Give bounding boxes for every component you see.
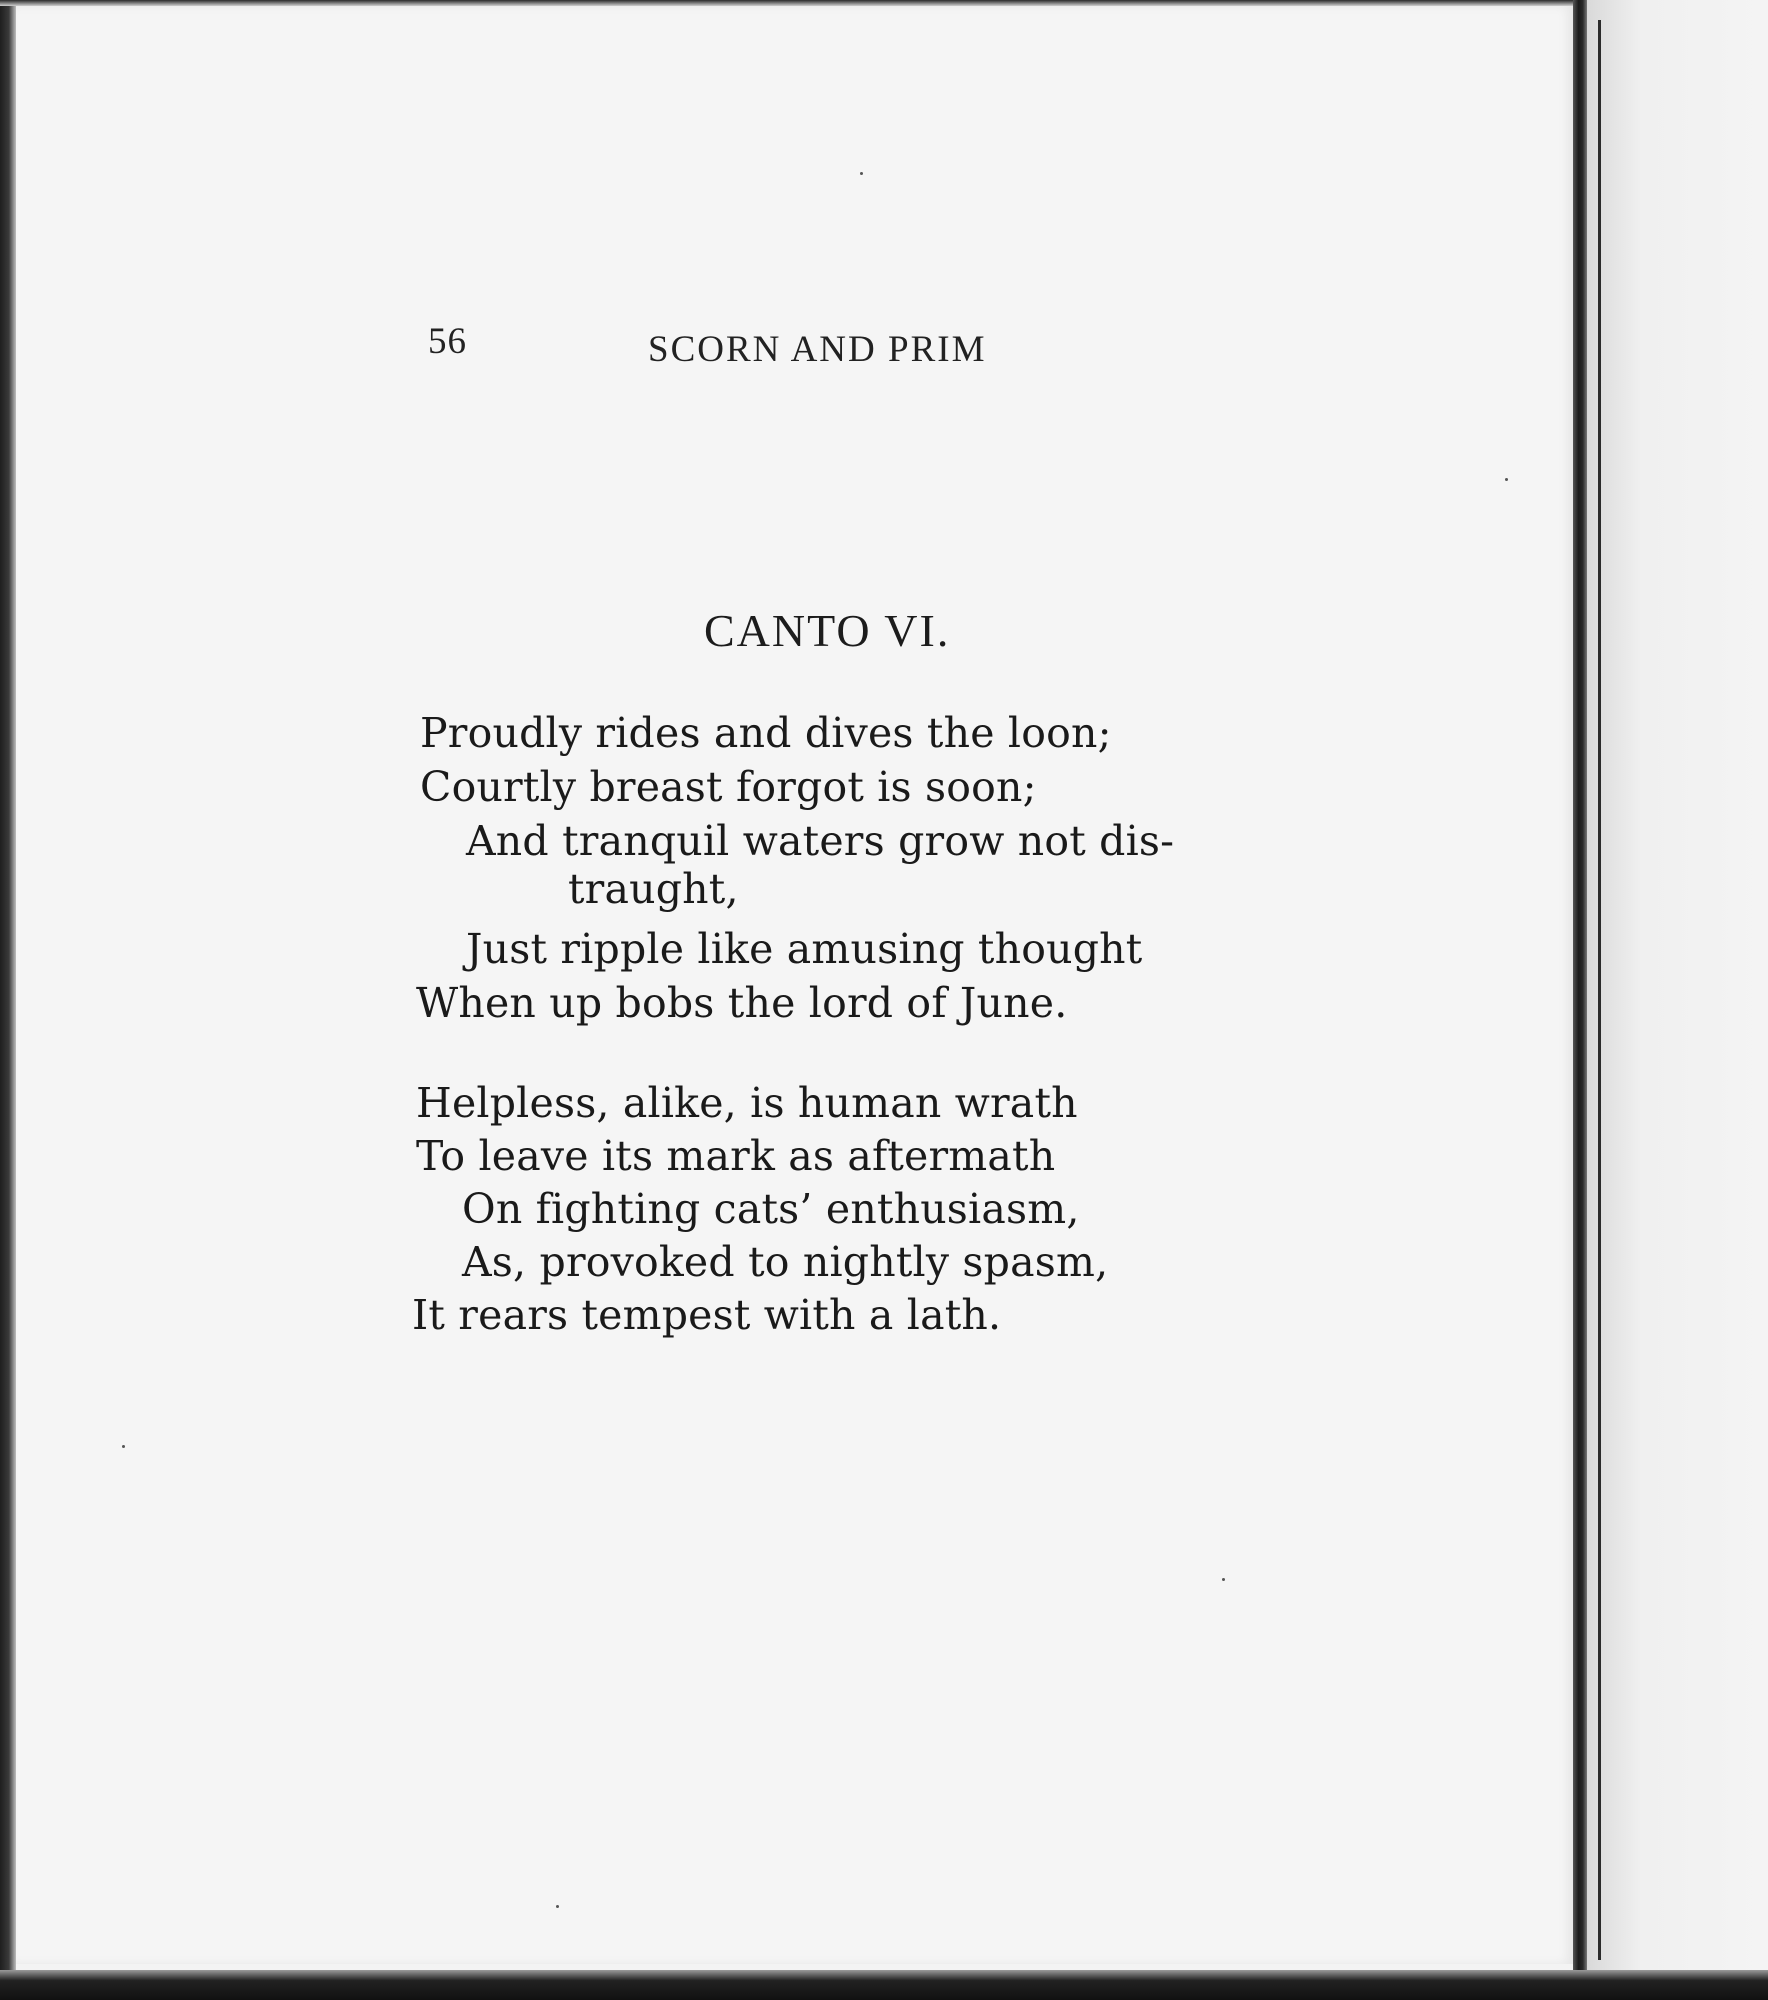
- paper-speck: [860, 172, 863, 175]
- paper-speck: [1222, 1578, 1225, 1581]
- verse-line: To leave its mark as aftermath: [416, 1132, 1056, 1180]
- top-scan-edge: [0, 0, 1768, 6]
- verse-line: Courtly breast forgot is soon;: [420, 763, 1037, 811]
- verse-line: Proudly rides and dives the loon;: [420, 709, 1112, 757]
- canto-title: CANTO VI.: [704, 605, 951, 656]
- book-gutter: [1573, 0, 1587, 1972]
- paper-speck: [556, 1905, 559, 1908]
- verse-line: And tranquil waters grow not dis-: [466, 817, 1175, 865]
- verse-line: When up bobs the lord of June.: [416, 979, 1068, 1027]
- left-scan-edge: [0, 0, 16, 2000]
- verse-line: Helpless, alike, is human wrath: [416, 1079, 1078, 1127]
- verse-line: Just ripple like amusing thought: [466, 925, 1143, 973]
- paper-speck: [122, 1445, 125, 1448]
- verse-line: It rears tempest with a lath.: [412, 1291, 1002, 1339]
- verse-line: As, provoked to nightly spasm,: [462, 1238, 1109, 1286]
- verse-line: traught,: [568, 865, 739, 913]
- paper-speck: [1505, 478, 1508, 481]
- right-page-edge: [1587, 0, 1768, 1972]
- bottom-scan-edge: [0, 1970, 1768, 2000]
- page-number: 56: [428, 321, 467, 362]
- verse-line: On fighting cats’ enthusiasm,: [462, 1185, 1080, 1233]
- right-page-rule: [1598, 20, 1601, 1960]
- running-title: SCORN AND PRIM: [648, 329, 987, 370]
